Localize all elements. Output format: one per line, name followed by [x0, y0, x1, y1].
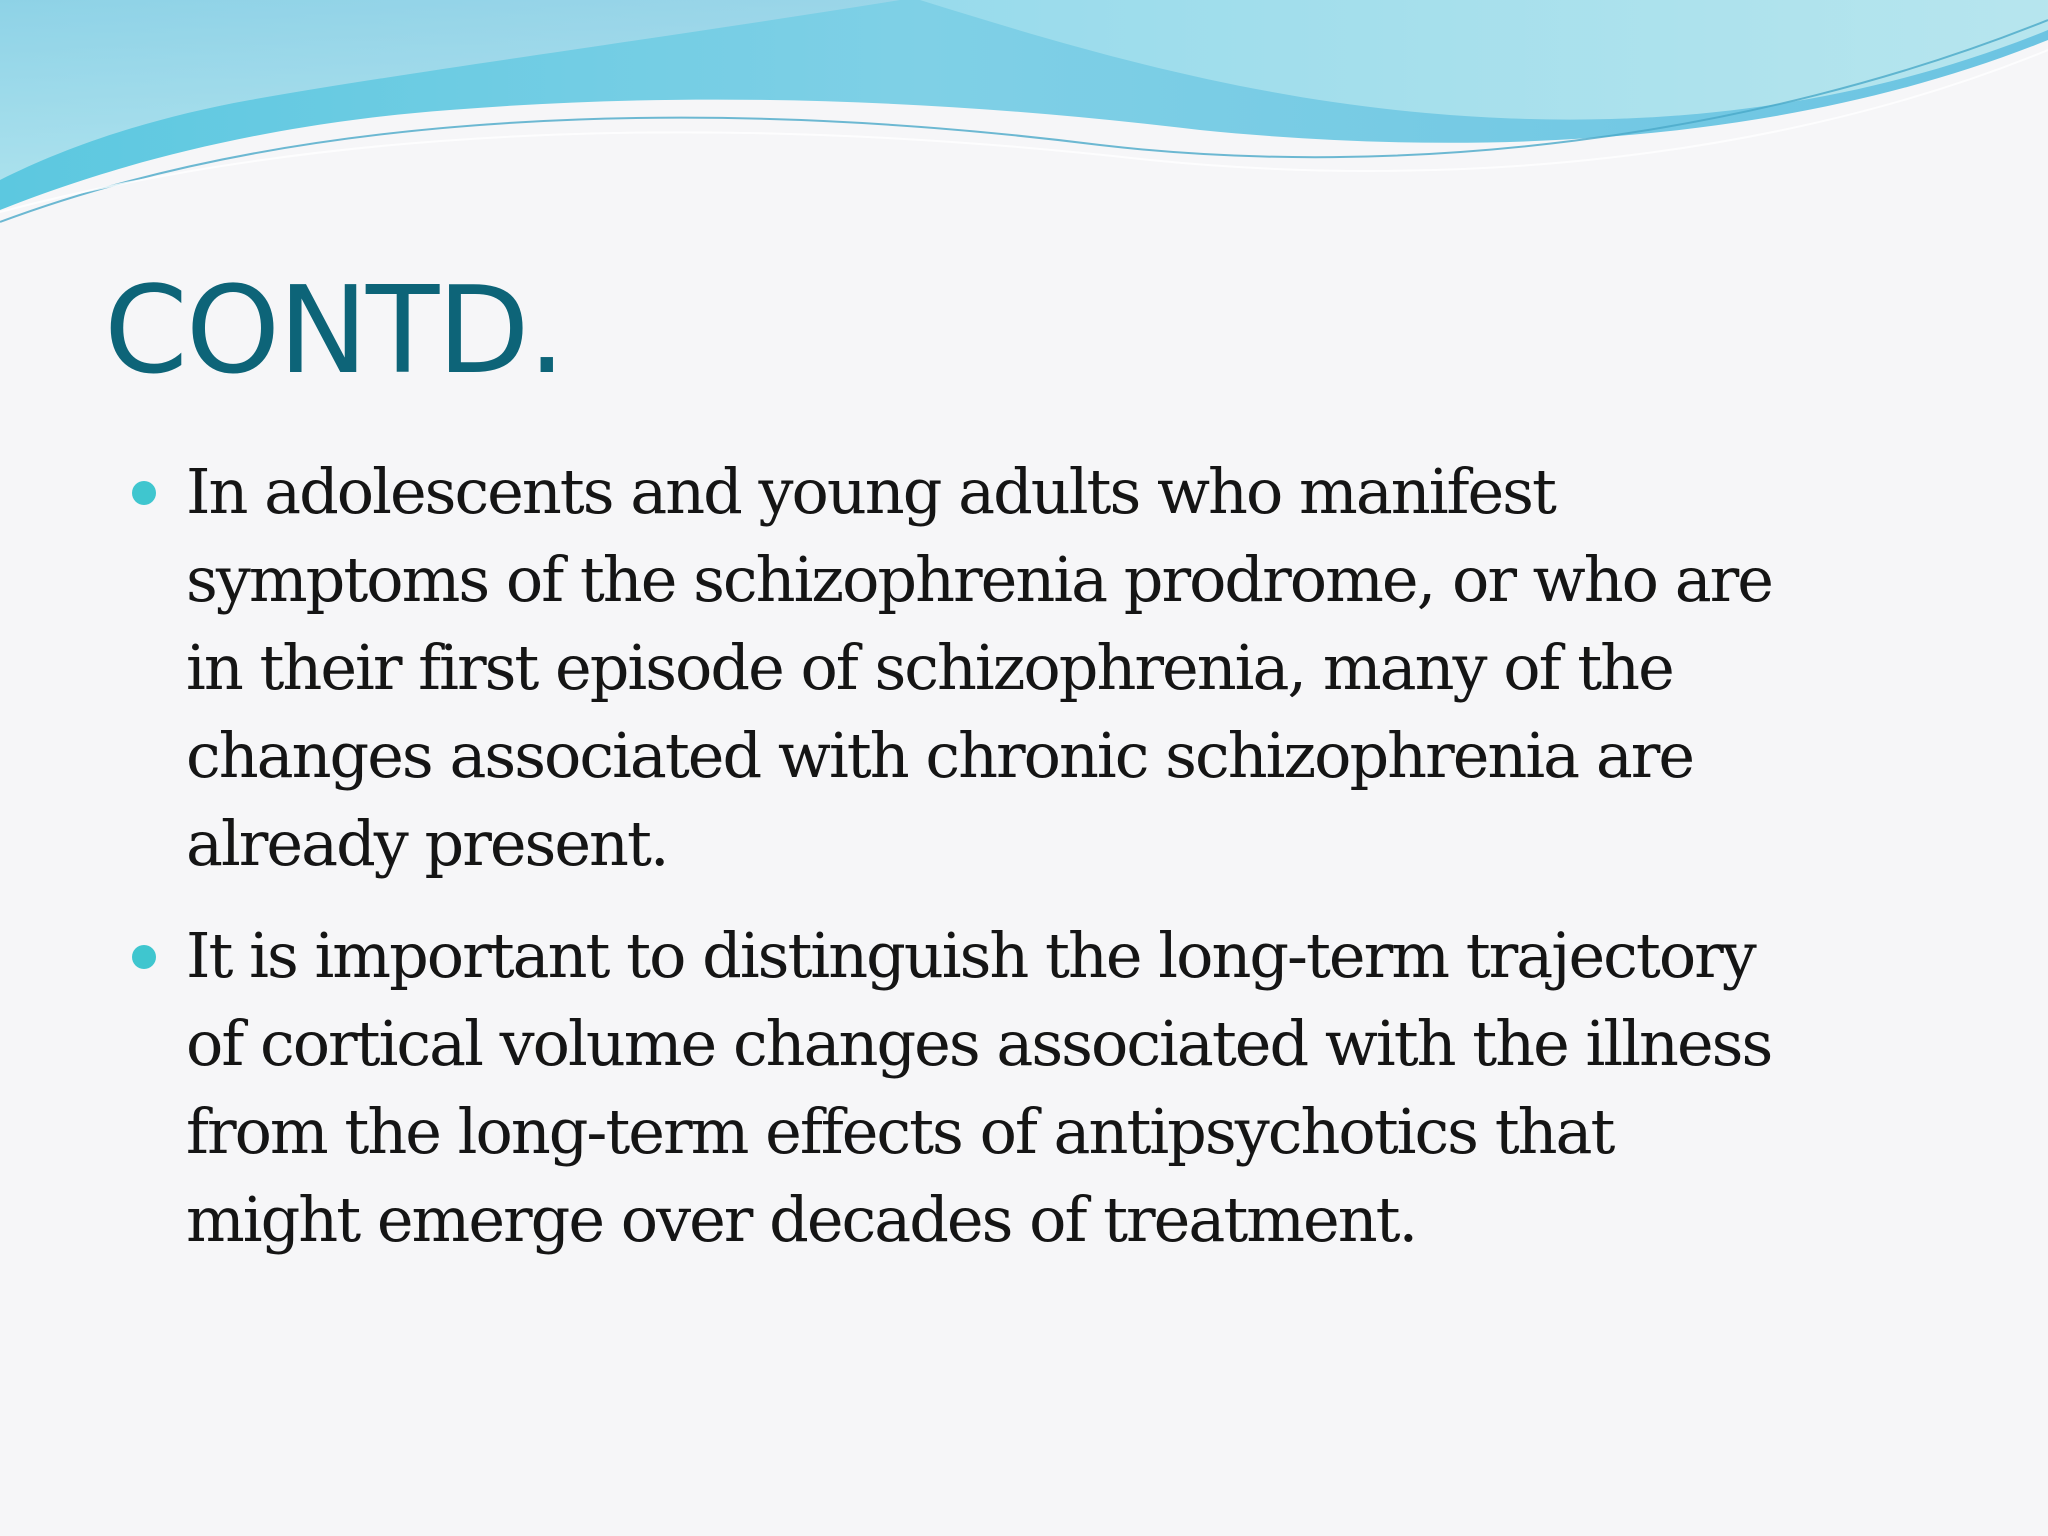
bullet-item	[120, 448, 1960, 888]
header-wave-decoration	[0, 0, 2048, 240]
bullet-text: In adolescents and young adults who manifest symptoms of the schizophrenia prodrome, or who are in their first episode of schizophrenia, many of the changes associated with chronic schizophrenia are already present.	[186, 455, 1772, 880]
bullet-item	[120, 912, 1960, 1264]
bullet-dot-icon	[132, 945, 156, 969]
bullet-dot-icon	[132, 481, 156, 505]
slide-title: CONTD.	[104, 262, 564, 401]
bullet-text: It is important to distinguish the long-term trajectory of cortical volume changes associated with the illness from the long-term effects of antipsychotics that might emerge over decades of treatment.	[186, 919, 1772, 1256]
bullet-list	[120, 448, 1960, 1288]
